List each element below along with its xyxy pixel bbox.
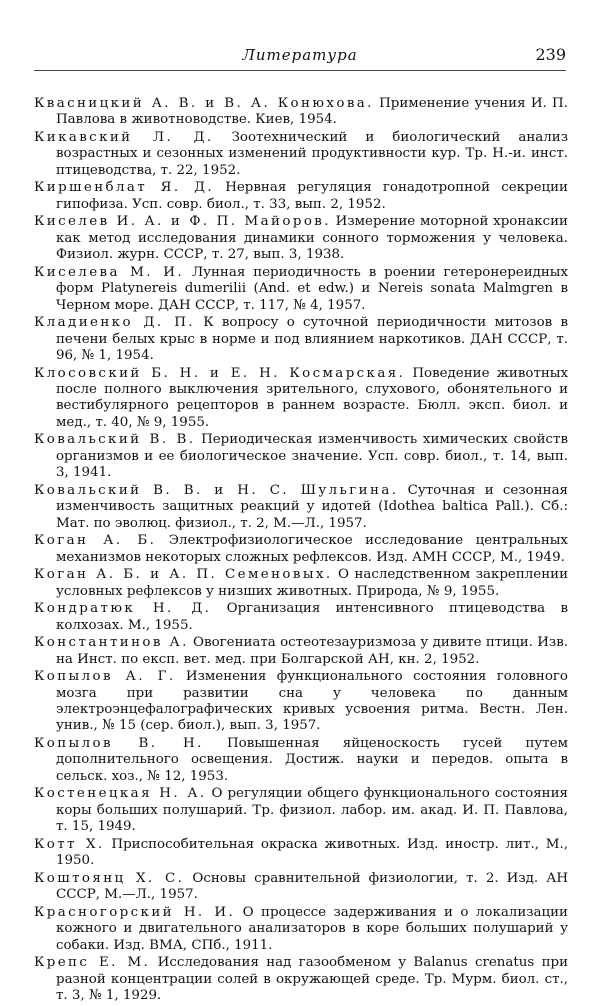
page-header [34, 40, 566, 71]
reference-entry [34, 180, 568, 213]
reference-author: Костенецкая Н. А. [34, 786, 207, 802]
reference-text: Электрофизиологическое исследование центральных механизмов некоторых сложных рефлексов. Изд. АМН СССР, М., 1949. [56, 533, 568, 565]
reference-author: Кладиенко Д. П. [34, 315, 195, 331]
reference-entry [34, 533, 568, 566]
reference-entry [34, 905, 568, 954]
reference-entry [34, 601, 568, 634]
reference-author: Киселева М. И. [34, 264, 185, 280]
reference-text: Зоотехнический и биологический анализ возрастных и сезонных изменений продуктивности кур. Тр. Н.-и. инст. птицеводства, т. 22, 1952. [56, 130, 568, 178]
reference-entry [34, 567, 568, 600]
reference-text: Организация интенсивного птицеводства в колхозах. М., 1955. [56, 601, 568, 633]
reference-author: Квасницкий А. В. и В. А. Конюхова. [34, 96, 374, 111]
reference-text: Изменения функционального состояния головного мозга при развитии сна у человека по данным электроэнцефалографических кривых усвоения ритма. Вестн. Лен. унив., № 15 (сер. биол.), вып. 3, 1957. [56, 669, 568, 734]
reference-author: Кондратюк Н. Д. [34, 601, 212, 617]
page-number: 239 [535, 45, 566, 64]
reference-author: Константинов А. [34, 635, 189, 651]
reference-entry [34, 130, 568, 179]
reference-list [34, 96, 568, 1006]
reference-text: Повышенная яйценоскость гусей путем дополнительного освещения. Достиж. науки и передов. опыта в сельск. хоз., № 12, 1953. [56, 736, 569, 784]
reference-text: Измерение моторной хронаксии как метод исследования динамики сонного торможения у человека. Физиол. журн. СССР, т. 27, вып. 3, 1938. [56, 214, 568, 263]
reference-author: Коштоянц Х. С. [34, 870, 185, 886]
reference-author: Крепс Е. М. [34, 955, 151, 971]
reference-text: Периодическая изменчивость химических свойств организмов и ее биологическое значение. Усп. совр. биол., т. 14, вып. 3, 1941. [56, 432, 568, 481]
reference-author: Копылов А. Г. [34, 669, 176, 685]
reference-author: Котт Х. [34, 836, 105, 852]
reference-text: Суточная и сезонная изменчивость защитных реакций у идотей (Idothea baltica Pall.). Сб.: Мат. по эволюц. физиол., т. 2, М.—Л., 1957. [56, 482, 568, 531]
reference-entry [34, 432, 568, 481]
reference-author: Кикавский Л. Д. [34, 130, 214, 145]
reference-text: О регуляции общего функционального состояния коры больших полушарий. Тр. физиол. лабор. им. акад. И. П. Павлова, т. 15, 1949. [56, 786, 568, 835]
reference-entry [34, 871, 568, 904]
reference-text: Приспособительная окраска животных. Изд. иностр. лит., М., 1950. [56, 836, 569, 869]
reference-author: Ковальский В. В. [34, 432, 196, 448]
reference-entry [34, 669, 568, 735]
reference-entry [34, 837, 568, 870]
reference-entry [34, 736, 568, 785]
reference-entry [34, 955, 568, 1004]
reference-entry [34, 366, 568, 432]
reference-author: Коган А. Б. и А. П. Семеновых. [34, 567, 333, 583]
reference-author: Клосовский Б. Н. и Е. Н. Космарская. [34, 365, 406, 381]
reference-text: Нервная регуляция гонадотропной секреции гипофиза. Усп. совр. биол., т. 33, вып. 2, 1952. [56, 180, 568, 212]
reference-author: Коган А. Б. [34, 533, 157, 549]
reference-author: Киршенблат Я. Д. [34, 180, 215, 196]
reference-text: О наследственном закреплении условных рефлексов у низших животных. Природа, № 9, 1955. [56, 567, 568, 599]
reference-text: К вопросу о суточной периодичности митозов в печени белых крыс в норме и под влиянием наркотиков. ДАН СССР, т. 96, № 1, 1954. [56, 315, 568, 364]
reference-text: Поведение животных после полного выключения зрительного, слухового, обонятельного и вестибулярного рецепторов в раннем возрасте. Бюлл. эксп. биол. и мед., т. 40, № 9, 1955. [56, 365, 568, 430]
reference-author: Копылов В. Н. [34, 736, 204, 752]
reference-text: Исследования над газообменом у Balanus crenatus при разной концентрации солей в окружающей среде. Тр. Мурм. биол. ст., т. 3, № 1, 1929. [56, 955, 568, 1004]
reference-entry [34, 96, 568, 129]
reference-author: Ковальский В. В. и Н. С. Шульгина. [34, 482, 399, 498]
reference-entry [34, 265, 568, 314]
reference-text: Основы сравнительной физиологии, т. 2. Изд. АН СССР, М.—Л., 1957. [56, 870, 569, 903]
reference-text: Применение учения И. П. Павлова в животноводстве. Киев, 1954. [56, 96, 568, 128]
reference-entry [34, 786, 568, 835]
reference-entry [34, 483, 568, 532]
reference-author: Киселев И. А. и Ф. П. Майоров. [34, 214, 331, 230]
reference-text: Лунная периодичность в роении гетеронереидных форм Platynereis dumerilii (And. et edw.) и Nereis sonata Malmgren в Черном море. ДАН СССР, т. 117, № 4, 1957. [56, 264, 568, 313]
reference-entry [34, 214, 568, 263]
reference-text: О процессе задерживания и о локализации кожного и двигательного анализаторов в коре больших полушарий у собаки. Изд. ВМА, СПб., 1911. [56, 904, 568, 953]
reference-author: Красногорский Н. И. [34, 904, 236, 920]
reference-entry [34, 315, 568, 364]
running-title: Литература [242, 46, 358, 64]
reference-text: Овогениата остеотезауризмоза у дивите птици. Изв. на Инст. по експ. вет. мед. при Болгарской АН, кн. 2, 1952. [56, 635, 568, 667]
reference-entry [34, 635, 568, 668]
